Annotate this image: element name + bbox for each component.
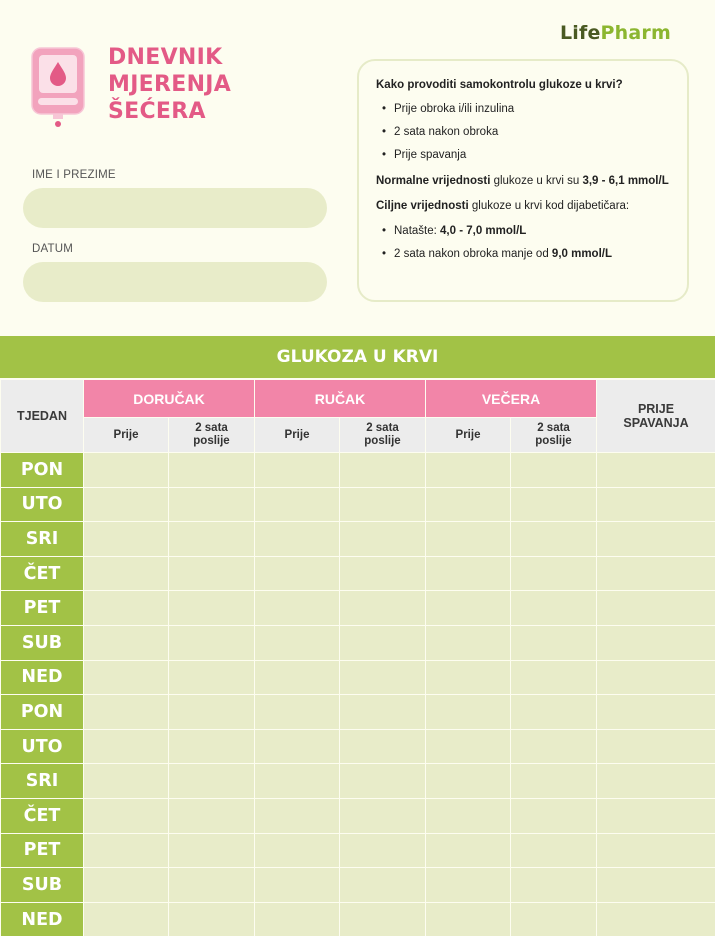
reading-cell[interactable] (255, 868, 340, 903)
day-label: PET (1, 833, 84, 868)
reading-cell[interactable] (597, 453, 715, 488)
reading-cell[interactable] (169, 591, 255, 626)
reading-cell[interactable] (511, 798, 597, 833)
reading-cell[interactable] (84, 695, 169, 730)
reading-cell[interactable] (255, 625, 340, 660)
reading-cell[interactable] (84, 902, 169, 936)
reading-cell[interactable] (169, 729, 255, 764)
reading-cell[interactable] (426, 798, 511, 833)
table-row (1, 522, 715, 557)
info-question: Kako provoditi samokontrolu glukoze u krvi? (376, 79, 623, 91)
page-title-line1: DNEVNIK (108, 45, 223, 70)
target-values-label: Ciljne vrijednosti (376, 200, 469, 212)
day-label: PON (1, 453, 84, 488)
table-row (1, 798, 715, 833)
reading-cell[interactable] (426, 833, 511, 868)
reading-cell[interactable] (426, 729, 511, 764)
reading-cell[interactable] (340, 625, 426, 660)
glucometer-icon (30, 46, 86, 128)
lunch-header: RUČAK (255, 380, 426, 418)
reading-cell[interactable] (597, 487, 715, 522)
reading-cell[interactable] (84, 591, 169, 626)
day-label: SUB (1, 625, 84, 660)
reading-cell[interactable] (597, 625, 715, 660)
reading-cell[interactable] (340, 487, 426, 522)
reading-cell[interactable] (511, 764, 597, 799)
day-label: UTO (1, 487, 84, 522)
reading-cell[interactable] (255, 660, 340, 695)
table-row (1, 591, 715, 626)
sub-header-before: Prije (255, 418, 340, 453)
reading-cell[interactable] (511, 902, 597, 936)
page-title-line2: MJERENJA (108, 72, 232, 97)
reading-cell[interactable] (255, 556, 340, 591)
reading-cell[interactable] (597, 556, 715, 591)
table-row (1, 833, 715, 868)
day-label: PET (1, 591, 84, 626)
reading-cell[interactable] (426, 625, 511, 660)
reading-cell[interactable] (426, 522, 511, 557)
table-row (1, 729, 715, 764)
day-label: SRI (1, 522, 84, 557)
sub-header-after (340, 418, 426, 453)
reading-cell[interactable] (511, 453, 597, 488)
table-row (1, 556, 715, 591)
reading-cell[interactable] (340, 695, 426, 730)
list-item (376, 248, 671, 260)
reading-cell[interactable] (511, 522, 597, 557)
reading-cell[interactable] (169, 833, 255, 868)
breakfast-header: DORUČAK (84, 380, 255, 418)
reading-cell[interactable] (511, 625, 597, 660)
sub-header-after-line1: 2 sata (366, 422, 399, 434)
day-label: ČET (1, 798, 84, 833)
target-values-text (376, 200, 671, 212)
brand-logo-part2: Pharm (600, 22, 671, 44)
name-field[interactable] (23, 188, 327, 228)
reading-cell[interactable] (255, 487, 340, 522)
sub-header-after (511, 418, 597, 453)
reading-cell[interactable] (169, 798, 255, 833)
reading-cell[interactable] (169, 625, 255, 660)
reading-cell[interactable] (511, 729, 597, 764)
normal-values-text (376, 175, 671, 187)
reading-cell[interactable] (340, 868, 426, 903)
reading-cell[interactable] (597, 798, 715, 833)
day-label: SUB (1, 868, 84, 903)
reading-cell[interactable] (597, 868, 715, 903)
brand-logo-part1: Life (559, 22, 601, 44)
reading-cell[interactable] (426, 764, 511, 799)
list-item: • Prije spavanja (376, 149, 671, 161)
reading-cell[interactable] (511, 556, 597, 591)
reading-cell[interactable] (426, 660, 511, 695)
reading-cell[interactable] (340, 902, 426, 936)
reading-cell[interactable] (340, 591, 426, 626)
reading-cell[interactable] (169, 453, 255, 488)
sub-header-after (169, 418, 255, 453)
bedtime-header-line1: PRIJE (637, 402, 675, 416)
reading-cell[interactable] (340, 556, 426, 591)
reading-cell[interactable] (84, 729, 169, 764)
reading-cell[interactable] (84, 453, 169, 488)
list-item: • Prije obroka i/ili inzulina (376, 103, 671, 115)
measurement-times-list (376, 103, 671, 161)
reading-cell[interactable] (597, 833, 715, 868)
reading-cell[interactable] (426, 591, 511, 626)
reading-cell[interactable] (340, 453, 426, 488)
day-label: UTO (1, 729, 84, 764)
reading-cell[interactable] (426, 695, 511, 730)
reading-cell[interactable] (511, 487, 597, 522)
reading-cell[interactable] (84, 868, 169, 903)
normal-values-label: Normalne vrijednosti (376, 175, 491, 187)
week-header: TJEDAN (1, 380, 84, 453)
reading-cell[interactable] (511, 833, 597, 868)
reading-cell[interactable] (426, 902, 511, 936)
reading-cell[interactable] (84, 556, 169, 591)
reading-cell[interactable] (255, 522, 340, 557)
day-label: ČET (1, 556, 84, 591)
reading-cell[interactable] (169, 556, 255, 591)
sub-header-before: Prije (426, 418, 511, 453)
reading-cell[interactable] (511, 591, 597, 626)
table-row (1, 625, 715, 660)
reading-cell[interactable] (255, 833, 340, 868)
sub-header-before: Prije (84, 418, 169, 453)
reading-cell[interactable] (597, 660, 715, 695)
list-item (376, 225, 671, 237)
bedtime-header (597, 380, 715, 453)
reading-cell[interactable] (340, 798, 426, 833)
reading-cell[interactable] (169, 660, 255, 695)
table-row (1, 453, 715, 488)
sub-header-after-line1: 2 sata (195, 422, 228, 434)
reading-cell[interactable] (84, 833, 169, 868)
reading-cell[interactable] (426, 487, 511, 522)
reading-cell[interactable] (511, 660, 597, 695)
target-fasting-value: 4,0 - 7,0 mmol/L (440, 225, 527, 237)
normal-values-desc: glukoze u krvi su (490, 175, 583, 187)
reading-cell[interactable] (255, 729, 340, 764)
target-fasting-label: Natašte: (394, 225, 441, 237)
reading-cell[interactable] (597, 902, 715, 936)
reading-cell[interactable] (169, 695, 255, 730)
day-label: NED (1, 660, 84, 695)
table-row (1, 487, 715, 522)
normal-values-range: 3,9 - 6,1 mmol/L (582, 175, 669, 187)
reading-cell[interactable] (340, 833, 426, 868)
table-row (1, 902, 715, 936)
table-row (1, 660, 715, 695)
reading-cell[interactable] (255, 902, 340, 936)
day-label: NED (1, 902, 84, 936)
brand-logo (560, 22, 671, 44)
reading-cell[interactable] (84, 660, 169, 695)
reading-cell[interactable] (255, 764, 340, 799)
name-field-label: IME I PREZIME (32, 169, 116, 181)
info-box (357, 59, 689, 302)
sub-header-after-line1: 2 sata (537, 422, 570, 434)
reading-cell[interactable] (340, 729, 426, 764)
table-row (1, 764, 715, 799)
reading-cell[interactable] (340, 660, 426, 695)
page-title (108, 44, 231, 125)
day-label: PON (1, 695, 84, 730)
date-field-label: DATUM (32, 243, 74, 255)
table-title: GLUKOZA U KRVI (0, 336, 715, 378)
reading-cell[interactable] (169, 487, 255, 522)
list-item: • 2 sata nakon obroka (376, 126, 671, 138)
reading-cell[interactable] (84, 625, 169, 660)
reading-cell[interactable] (597, 591, 715, 626)
table-row (1, 868, 715, 903)
bedtime-header-line2: SPAVANJA (623, 416, 689, 430)
reading-cell[interactable] (84, 487, 169, 522)
reading-cell[interactable] (255, 798, 340, 833)
reading-cell[interactable] (84, 522, 169, 557)
target-values-list (376, 225, 671, 260)
target-values-desc: glukoze u krvi kod dijabetičara: (468, 200, 630, 212)
reading-cell[interactable] (597, 764, 715, 799)
sub-header-after-line2: poslije (193, 435, 230, 447)
date-field[interactable] (23, 262, 327, 302)
page-title-line3: ŠEĆERA (108, 99, 206, 124)
target-after-label: 2 sata nakon obroka manje od (394, 248, 552, 260)
reading-cell[interactable] (84, 764, 169, 799)
table-row (1, 695, 715, 730)
day-label: SRI (1, 764, 84, 799)
reading-cell[interactable] (511, 868, 597, 903)
reading-cell[interactable] (426, 556, 511, 591)
reading-cell[interactable] (255, 591, 340, 626)
reading-cell[interactable] (255, 695, 340, 730)
reading-cell[interactable] (340, 764, 426, 799)
reading-cell[interactable] (169, 764, 255, 799)
reading-cell[interactable] (426, 453, 511, 488)
reading-cell[interactable] (597, 729, 715, 764)
reading-cell[interactable] (255, 453, 340, 488)
reading-cell[interactable] (597, 522, 715, 557)
reading-cell[interactable] (597, 695, 715, 730)
reading-cell[interactable] (340, 522, 426, 557)
reading-cell[interactable] (169, 868, 255, 903)
dinner-header: VEČERA (426, 380, 597, 418)
reading-cell[interactable] (169, 902, 255, 936)
sub-header-after-line2: poslije (364, 435, 401, 447)
reading-cell[interactable] (426, 868, 511, 903)
target-after-value: 9,0 mmol/L (551, 248, 612, 260)
sub-header-after-line2: poslije (535, 435, 572, 447)
reading-cell[interactable] (511, 695, 597, 730)
reading-cell[interactable] (169, 522, 255, 557)
glucose-log-table (0, 379, 715, 936)
reading-cell[interactable] (84, 798, 169, 833)
